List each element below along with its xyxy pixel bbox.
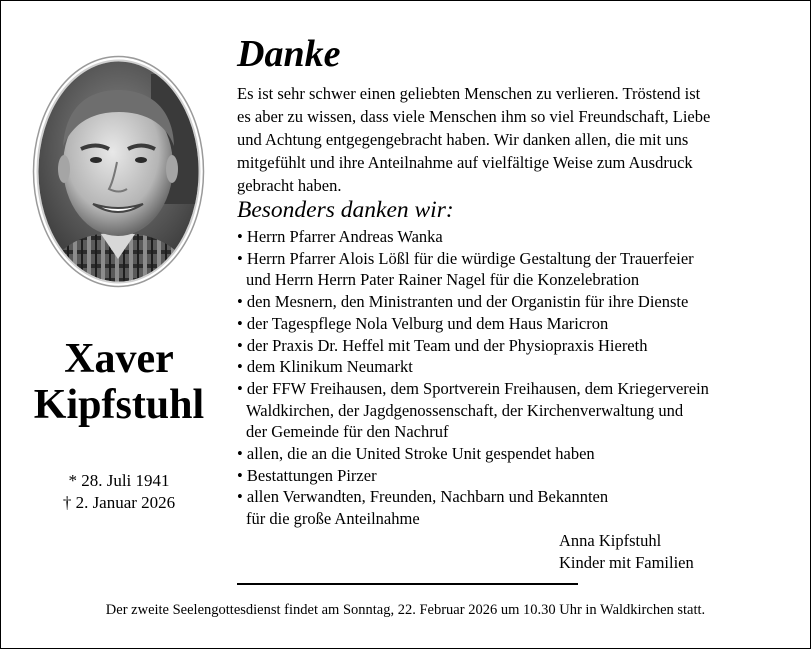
- thanks-line: • allen Verwandten, Freunden, Nachbarn und Bekannten: [237, 487, 609, 507]
- thanks-line: • Herrn Pfarrer Andreas Wanka: [237, 227, 443, 246]
- intro-line: es aber zu wissen, dass viele Menschen ihm so viel Freundschaft, Liebe: [237, 107, 711, 126]
- thanks-line: • der Praxis Dr. Heffel mit Team und der Physiopraxis Hiereth: [237, 335, 648, 355]
- intro-paragraph: [237, 82, 797, 197]
- thanks-list: [237, 226, 807, 530]
- signature-line: Kinder mit Familien: [559, 553, 694, 572]
- deceased-last-name: Kipfstuhl: [33, 382, 205, 428]
- thanks-line: • den Mesnern, den Ministranten und der Organistin für ihre Dienste: [237, 292, 689, 312]
- death-date: † 2. Januar 2026: [62, 493, 176, 512]
- portrait-photo: [31, 54, 206, 289]
- thanks-line: • Herrn Pfarrer Alois Lößl für die würdige Gestaltung der Trauerfeier: [237, 248, 694, 268]
- thanks-line: für die große Anteilnahme: [246, 509, 420, 529]
- thanks-line: und Herrn Herrn Pater Rainer Nagel für die Konzelebration: [246, 270, 640, 290]
- thanks-line: • Bestattungen Pirzer: [237, 465, 377, 485]
- heading-danke: Danke: [237, 33, 341, 75]
- intro-line: Es ist sehr schwer einen geliebten Menschen zu verlieren. Tröstend ist: [237, 84, 701, 103]
- signature-line: Anna Kipfstuhl: [559, 531, 662, 550]
- thanks-line: Waldkirchen, der Jagdgenossenschaft, der Kirchenverwaltung und: [246, 400, 684, 420]
- thanks-line: • allen, die an die United Stroke Unit gespendet haben: [237, 444, 595, 464]
- intro-line: und Achtung entgegengebracht haben. Wir danken allen, die mit uns: [237, 130, 689, 149]
- subheading-thanks: Besonders danken wir:: [237, 197, 454, 223]
- signature: [559, 530, 694, 574]
- intro-line: gebracht haben.: [237, 176, 342, 195]
- thanks-line: • dem Klinikum Neumarkt: [237, 357, 413, 377]
- thanks-line: der Gemeinde für den Nachruf: [246, 422, 449, 442]
- footer-notice: Der zweite Seelengottesdienst findet am Sonntag, 22. Februar 2026 um 10.30 Uhr in Waldkirchen statt.: [105, 602, 706, 618]
- thanks-line: • der Tagespflege Nola Velburg und dem Haus Maricron: [237, 313, 609, 333]
- divider-line: [237, 583, 578, 585]
- deceased-first-name: Xaver: [64, 336, 174, 382]
- thanks-line: • der FFW Freihausen, dem Sportverein Freihausen, dem Kriegerverein: [237, 378, 709, 398]
- intro-line: mitgefühlt und ihre Anteilnahme auf vielfältige Weise zum Ausdruck: [237, 153, 693, 172]
- birth-date: * 28. Juli 1941: [68, 471, 170, 490]
